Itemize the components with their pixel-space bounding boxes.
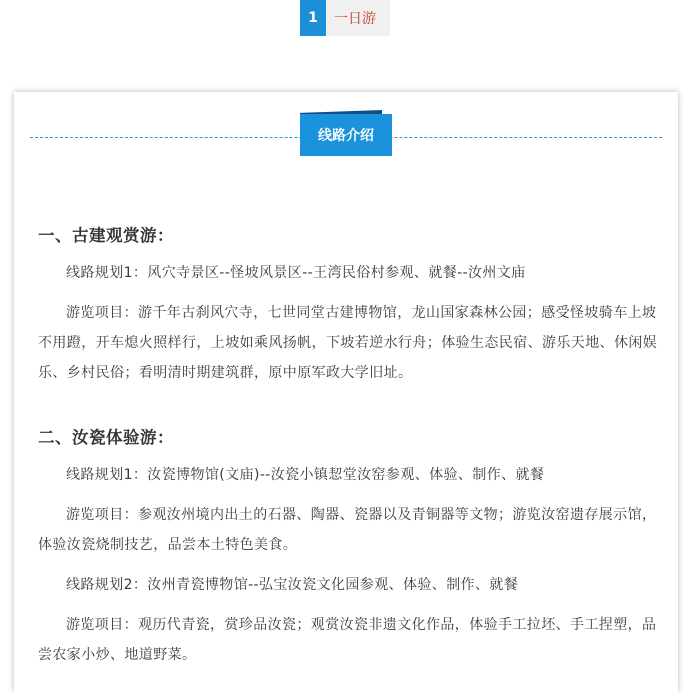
- route-card: [14, 92, 678, 692]
- section-ancient-architecture: [38, 222, 658, 388]
- badge-number: 1: [300, 0, 326, 36]
- route-plan: 线路规划1：汝瓷博物馆(文庙)--汝瓷小镇恝堂汝窑参观、体验、制作、就餐: [66, 467, 545, 483]
- day-tour-badge: [300, 0, 390, 36]
- section-title: 线路介绍: [300, 114, 392, 156]
- route-items: 游览项目：游千年古刹风穴寺，七世同堂古建博物馆，龙山国家森林公园；感受怪坡骑车上坡不用蹬，开车熄火照样行，上坡如乘风扬帆，下坡若逆水行舟；体验生态民宿、游乐天地、休闲娱乐、乡村民俗；看明清时期建筑群，原中原军政大学旧址。: [38, 305, 658, 381]
- route-content: [38, 222, 658, 680]
- route-plan: 线路规划1：风穴寺景区--怪坡风景区--王湾民俗村参观、就餐--汝州文庙: [66, 265, 526, 281]
- badge-label: 一日游: [326, 0, 390, 36]
- route-plan: 线路规划2：汝州青瓷博物馆--弘宝汝瓷文化园参观、体验、制作、就餐: [66, 577, 519, 593]
- route-items: 游览项目：参观汝州境内出土的石器、陶器、瓷器以及青铜器等文物；游览汝窑遗存展示馆，体验汝瓷烧制技艺，品尝本土特色美食。: [38, 507, 657, 553]
- section-heading: 二、汝瓷体验游：: [38, 428, 174, 447]
- route-items: 游览项目：观历代青瓷，赏珍品汝瓷；观赏汝瓷非遗文化作品，体验手工拉坯、手工捏塑，品尝农家小炒、地道野菜。: [38, 617, 657, 663]
- section-ru-porcelain: [38, 424, 658, 670]
- section-heading: 一、古建观赏游：: [38, 226, 174, 245]
